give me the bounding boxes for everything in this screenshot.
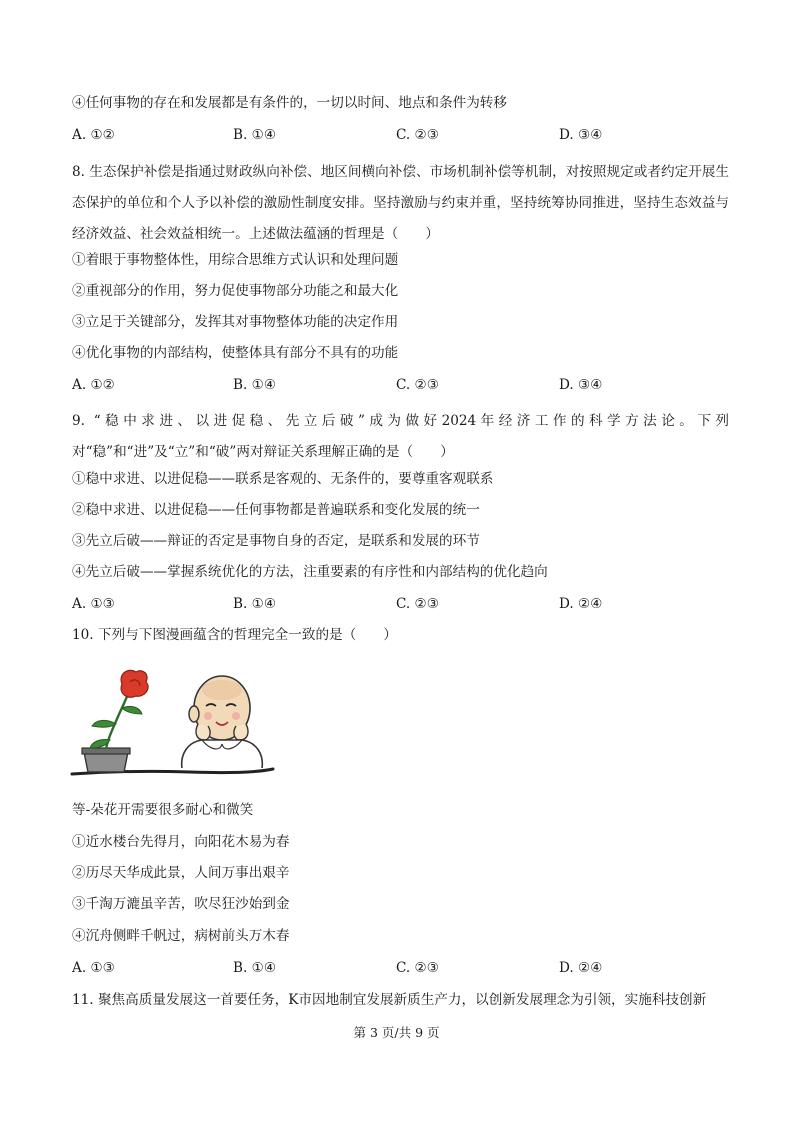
q10-item-1: ①近水楼台先得月，向阳花木易为春 bbox=[72, 834, 290, 850]
q7-option-b: B. ①④ bbox=[233, 127, 277, 143]
q8-options bbox=[72, 375, 732, 395]
q8-item-4: ④优化事物的内部结构，使整体具有部分不具有的功能 bbox=[72, 345, 399, 361]
q7-item-4: ④任何事物的存在和发展都是有条件的，一切以时间、地点和条件为转移 bbox=[72, 95, 507, 111]
q9-item-2: ②稳中求进、以进促稳——任何事物都是普遍联系和变化发展的统一 bbox=[72, 502, 480, 518]
q7-option-c: C. ②③ bbox=[396, 127, 439, 143]
q8-item-1: ①着眼于事物整体性，用综合思维方式认识和处理问题 bbox=[72, 252, 399, 268]
q8-item-2: ②重视部分的作用，努力促使事物部分功能之和最大化 bbox=[72, 283, 399, 299]
q10-option-b: B. ①④ bbox=[233, 960, 277, 976]
q9-item-3: ③先立后破——辩证的否定是事物自身的否定，是联系和发展的环节 bbox=[72, 533, 480, 549]
q7-option-d: D. ③④ bbox=[559, 127, 603, 143]
q10-item-2: ②历尽天华成此景，人间万事出艰辛 bbox=[72, 865, 290, 881]
q8-option-a: A. ①② bbox=[72, 377, 115, 393]
q8-option-b: B. ①④ bbox=[233, 377, 277, 393]
cartoon-illustration bbox=[70, 668, 275, 786]
q9-item-1: ①稳中求进、以进促稳——联系是客观的、无条件的，要尊重客观联系 bbox=[72, 471, 494, 487]
q10-option-c: C. ②③ bbox=[396, 960, 439, 976]
q8-item-3: ③立足于关键部分，发挥其对事物整体功能的决定作用 bbox=[72, 314, 399, 330]
q7-option-a: A. ①② bbox=[72, 127, 115, 143]
q10-option-d: D. ②④ bbox=[559, 960, 603, 976]
q9-option-d: D. ②④ bbox=[559, 596, 603, 612]
q10-item-4: ④沉舟侧畔千帆过，病树前头万木春 bbox=[72, 928, 290, 944]
q9-item-4: ④先立后破——掌握系统优化的方法，注重要素的有序性和内部结构的优化趋向 bbox=[72, 564, 548, 580]
q10-item-3: ③千淘万漉虽辛苦，吹尽狂沙始到金 bbox=[72, 896, 290, 912]
q9-option-a: A. ①③ bbox=[72, 596, 115, 612]
q7-options bbox=[72, 125, 732, 145]
q8-option-c: C. ②③ bbox=[396, 377, 439, 393]
q9-stem: 9. “稳中求进、以进促稳、先立后破”成为做好2024年经济工作的科学方法论。下列对“稳”和“进”及“立”和“破”两对辩证关系理解正确的是（ ） bbox=[72, 413, 729, 460]
q8-option-d: D. ③④ bbox=[559, 377, 603, 393]
q11-stem: 11. 聚焦高质量发展这一首要任务，K市因地制宜发展新质生产力，以创新发展理念为引领，实施科技创新 bbox=[72, 992, 707, 1008]
q10-options bbox=[72, 958, 732, 978]
q10-caption: 等-朵花开需要很多耐心和微笑 bbox=[72, 802, 254, 818]
q9-options bbox=[72, 594, 732, 614]
q10-stem: 10. 下列与下图漫画蕴含的哲理完全一致的是（ ） bbox=[72, 627, 398, 643]
q10-option-a: A. ①③ bbox=[72, 960, 115, 976]
q9-option-c: C. ②③ bbox=[396, 596, 439, 612]
page-number-footer: 第 3 页/共 9 页 bbox=[353, 1025, 440, 1040]
q9-option-b: B. ①④ bbox=[233, 596, 277, 612]
q8-stem: 8. 生态保护补偿是指通过财政纵向补偿、地区间横向补偿、市场机制补偿等机制，对按照规定或者约定开展生态保护的单位和个人予以补偿的激励性制度安排。坚持激励与约束并重，坚持统筹协同推进，坚持生态效益与经济效益、社会效益相统一。上述做法蕴涵的哲理是（ ） bbox=[72, 164, 729, 242]
